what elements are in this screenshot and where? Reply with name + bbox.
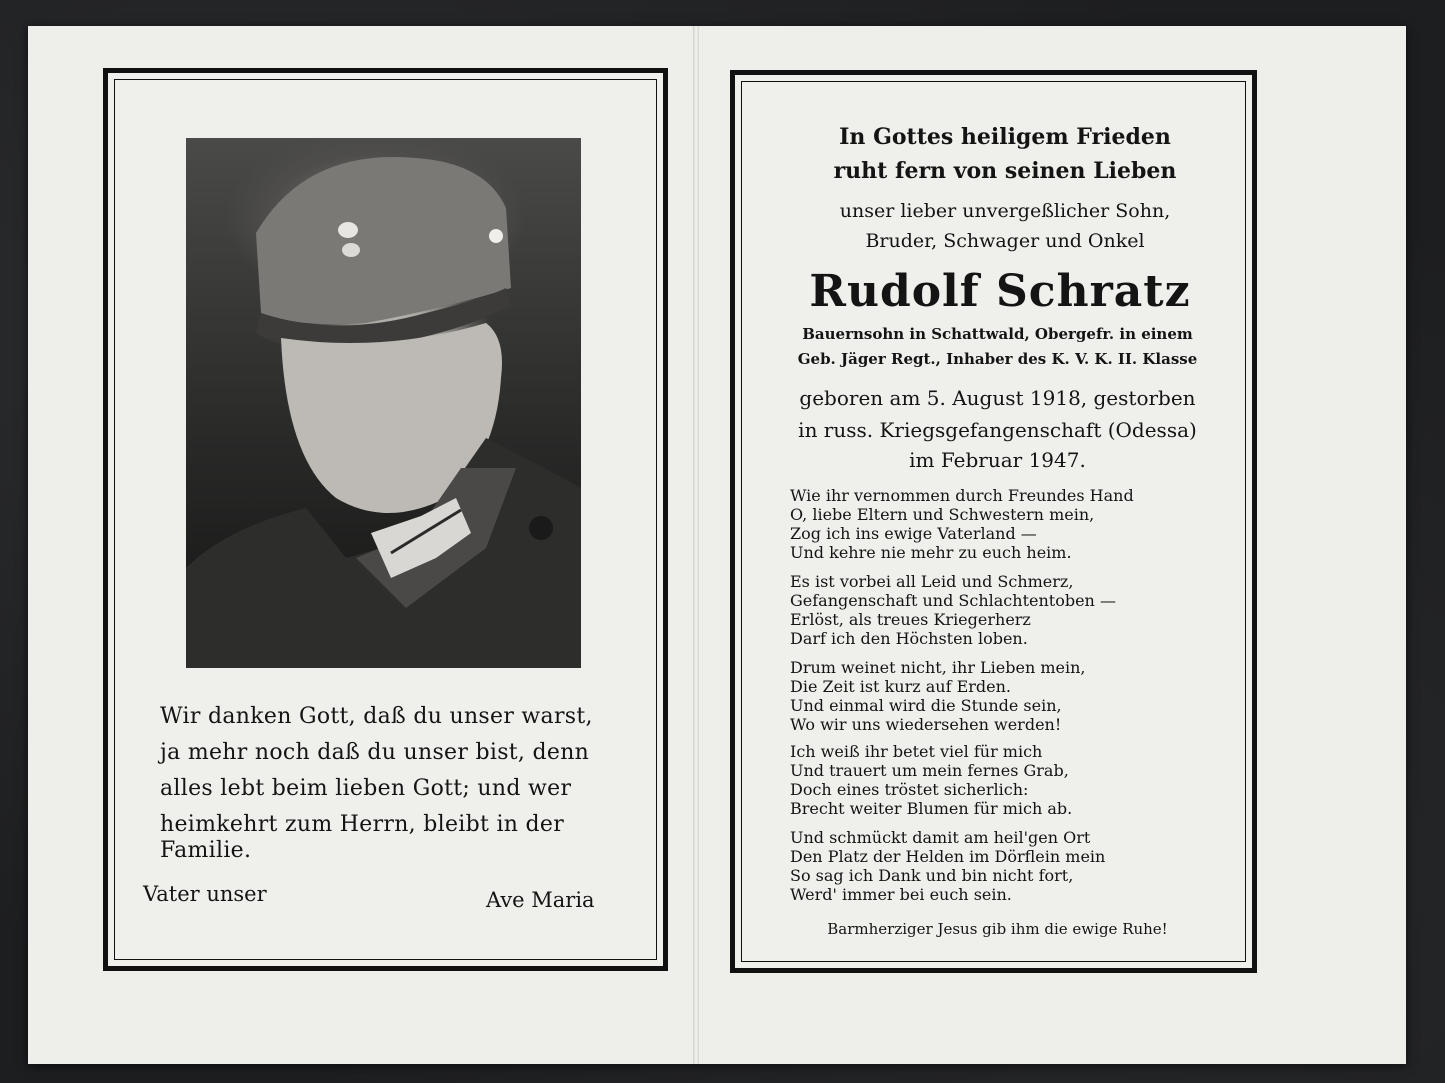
poem-line: Erlöst, als treues Kriegerherz: [790, 610, 1031, 629]
poem-stanza-4: [790, 742, 1072, 818]
portrait-photo: [186, 138, 581, 668]
poem-line: O, liebe Eltern und Schwestern mein,: [790, 505, 1095, 524]
verse-line-2: ja mehr noch daß du unser bist, denn: [160, 740, 590, 765]
poem-line: Und schmückt damit am heil'gen Ort: [790, 828, 1091, 847]
poem-line: Gefangenschaft und Schlachtentoben —: [790, 591, 1116, 610]
poem-line: Brecht weiter Blumen für mich ab.: [790, 799, 1073, 818]
verse-line-5: Familie.: [160, 838, 252, 863]
prayer-ave-maria: Ave Maria: [486, 888, 595, 912]
relation-line-2: Bruder, Schwager und Onkel: [865, 230, 1145, 252]
poem-stanza-3: [790, 658, 1086, 734]
relation-line-1: unser lieber unvergeßlicher Sohn,: [839, 200, 1171, 222]
poem-line: Es ist vorbei all Leid und Schmerz,: [790, 572, 1074, 591]
poem-line: Doch eines tröstet sicherlich:: [790, 780, 1029, 799]
header-line-2: ruht fern von seinen Lieben: [833, 158, 1177, 184]
poem-line: Den Platz der Helden im Dörflein mein: [790, 847, 1106, 866]
poem-line: Die Zeit ist kurz auf Erden.: [790, 677, 1012, 696]
poem-line: So sag ich Dank und bin nicht fort,: [790, 866, 1074, 885]
poem-line: Und einmal wird die Stunde sein,: [790, 696, 1062, 715]
poem-line: Werd' immer bei euch sein.: [790, 885, 1012, 904]
card-fold: [693, 26, 699, 1064]
poem-stanza-1: [790, 486, 1134, 562]
verse-line-1: Wir danken Gott, daß du unser warst,: [160, 704, 593, 729]
poem-line: Darf ich den Höchsten loben.: [790, 629, 1028, 648]
poem-line: Ich weiß ihr betet viel für mich: [790, 742, 1043, 761]
header-line-1: In Gottes heiligem Frieden: [839, 124, 1171, 150]
title-line-2: Geb. Jäger Regt., Inhaber des K. V. K. II. Klasse: [797, 350, 1198, 368]
deceased-name: Rudolf Schratz: [809, 266, 1191, 317]
poem-line: Drum weinet nicht, ihr Lieben mein,: [790, 658, 1086, 677]
verse-line-4: heimkehrt zum Herrn, bleibt in der: [160, 812, 565, 837]
poem-line: Und kehre nie mehr zu euch heim.: [790, 543, 1072, 562]
title-line-1: Bauernsohn in Schattwald, Obergefr. in einem: [802, 325, 1193, 343]
poem-stanza-5: [790, 828, 1105, 904]
poem-stanza-2: [790, 572, 1116, 648]
prayer-vater-unser: Vater unser: [143, 882, 267, 906]
life-line-1: geboren am 5. August 1918, gestorben: [799, 386, 1196, 410]
poem-line: Wo wir uns wiedersehen werden!: [790, 715, 1062, 734]
poem-line: Wie ihr vernommen durch Freundes Hand: [790, 486, 1134, 505]
verse-line-3: alles lebt beim lieben Gott; und wer: [160, 776, 572, 801]
life-line-3: im Februar 1947.: [909, 448, 1086, 472]
poem-line: Und trauert um mein fernes Grab,: [790, 761, 1069, 780]
poem-line: Zog ich ins ewige Vaterland —: [790, 524, 1037, 543]
closing-prayer: Barmherziger Jesus gib ihm die ewige Ruhe!: [827, 920, 1168, 938]
life-line-2: in russ. Kriegsgefangenschaft (Odessa): [798, 418, 1197, 442]
